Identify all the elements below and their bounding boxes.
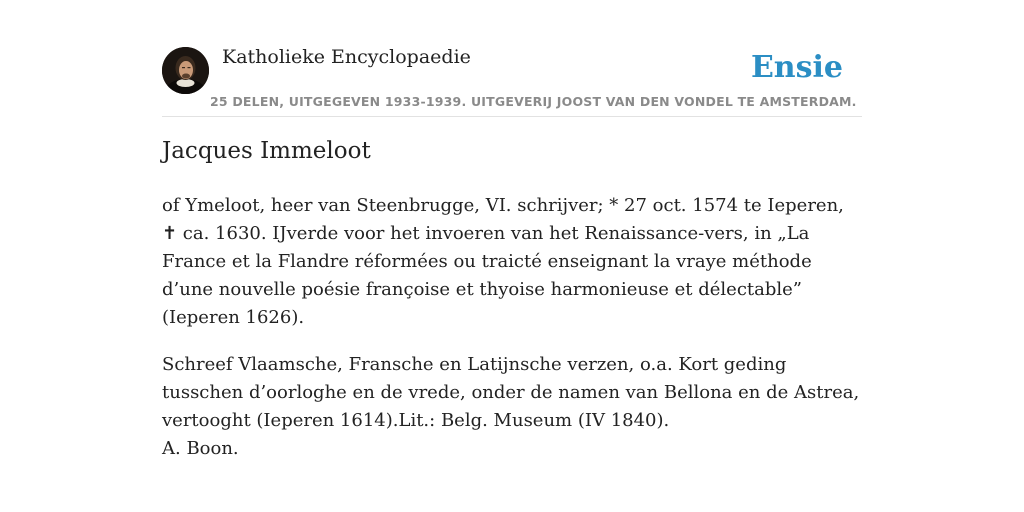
source-title[interactable]: Katholieke Encyclopaedie bbox=[222, 46, 471, 68]
entry-paragraph: Schreef Vlaamsche, Fransche en Latijnsche verzen, o.a. Kort geding tusschen d’oorloghe en de vrede, onder de namen van Bellona en de Astrea, vertooght (Ieperen 1614).Lit.: Belg. Museum (IV 1840). bbox=[162, 354, 860, 431]
entry-title: Jacques Immeloot bbox=[162, 138, 371, 164]
entry-body bbox=[162, 192, 862, 454]
source-subtitle: 25 DELEN, UITGEGEVEN 1933-1939. UITGEVERIJ JOOST VAN DEN VONDEL TE AMSTERDAM. bbox=[210, 94, 857, 109]
entry-paragraph: of Ymeloot, heer van Steenbrugge, VI. schrijver; * 27 oct. 1574 te Ieperen, ✝ ca. 1630. IJverde voor het invoeren van het Renaissance-vers, in „La France et la Flandre réformées ou traicté enseignant la vraye méthode d’une nouvelle poésie françoise et thyoise harmonieuse et délectable” (Ieperen 1626). bbox=[162, 195, 844, 328]
source-avatar[interactable] bbox=[162, 47, 209, 94]
source-header bbox=[162, 44, 862, 117]
entry-author: A. Boon. bbox=[162, 438, 239, 459]
ensie-logo-link[interactable]: Ensie bbox=[750, 50, 843, 85]
portrait-icon bbox=[162, 47, 209, 94]
